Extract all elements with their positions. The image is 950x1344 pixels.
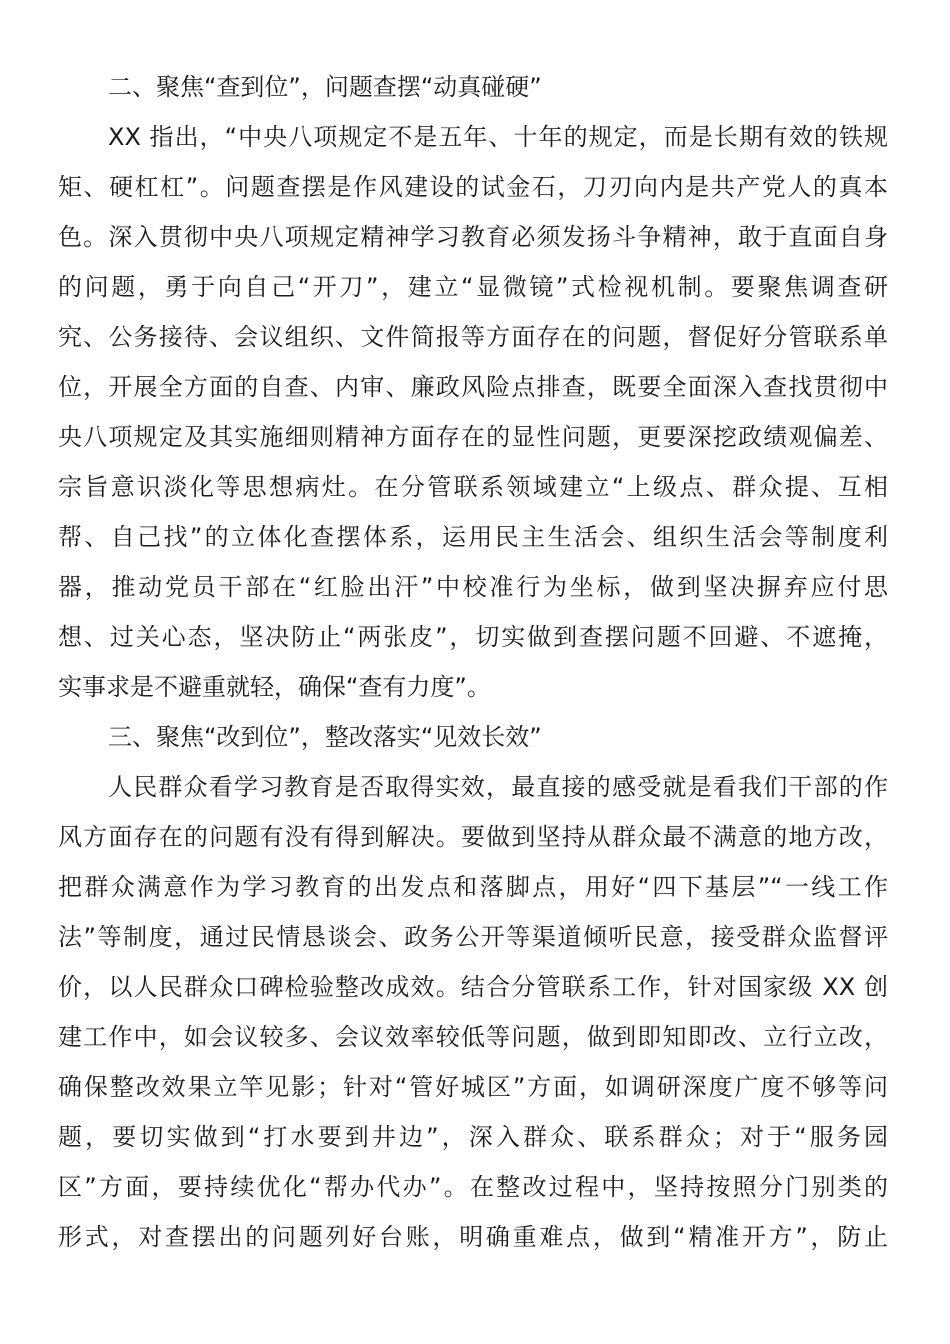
paragraph-line: XX 指出，“中央八项规定不是五年、十年的规定，而是长期有效的铁规 (108, 123, 888, 151)
section-heading: 三、聚焦“改到位”，整改落实“见效长效” (108, 723, 542, 751)
paragraph-line: 位，开展全方面的自查、内审、廉政风险点排查，既要全面深入查找贯彻中 (58, 373, 888, 401)
paragraph-line: 究、公务接待、会议组织、文件简报等方面存在的问题，督促好分管联系单 (58, 323, 888, 351)
paragraph-line: 把群众满意作为学习教育的出发点和落脚点，用好“四下基层”“一线工作 (58, 873, 888, 901)
paragraph-line: 价，以人民群众口碑检验整改成效。结合分管联系工作，针对国家级 XX 创 (58, 973, 888, 1001)
paragraph-line: 想、过关心态，坚决防止“两张皮”，切实做到查摆问题不回避、不遮掩， (58, 623, 888, 651)
paragraph-line: 矩、硬杠杠”。问题查摆是作风建设的试金石，刀刃向内是共产党人的真本 (58, 173, 888, 201)
paragraph-line: 宗旨意识淡化等思想病灶。在分管联系领域建立“上级点、群众提、互相 (58, 473, 888, 501)
paragraph-line: 实事求是不避重就轻，确保“查有力度”。 (58, 673, 491, 701)
paragraph-line: 法”等制度，通过民情恳谈会、政务公开等渠道倾听民意，接受群众监督评 (58, 923, 888, 951)
paragraph-line: 帮、自己找”的立体化查摆体系，运用民主生活会、组织生活会等制度利 (58, 523, 888, 551)
paragraph-line: 的问题，勇于向自己“开刀”，建立“显微镜”式检视机制。要聚焦调查研 (58, 273, 888, 301)
paragraph-line: 建工作中，如会议较多、会议效率较低等问题，做到即知即改、立行立改， (58, 1023, 888, 1051)
section-heading: 二、聚焦“查到位”，问题查摆“动真碰硬” (108, 73, 542, 101)
paragraph-line: 央八项规定及其实施细则精神方面存在的显性问题，更要深挖政绩观偏差、 (58, 423, 888, 451)
paragraph-line: 器，推动党员干部在“红脸出汗”中校准行为坐标，做到坚决摒弃应付思 (58, 573, 888, 601)
paragraph-line: 区”方面，要持续优化“帮办代办”。在整改过程中，坚持按照分门别类的 (58, 1173, 888, 1201)
paragraph-line: 题，要切实做到“打水要到井边”，深入群众、联系群众；对于“服务园 (58, 1123, 888, 1151)
paragraph-line: 色。深入贯彻中央八项规定精神学习教育必须发扬斗争精神，敢于直面自身 (58, 223, 888, 251)
paragraph-line: 确保整改效果立竿见影；针对“管好城区”方面，如调研深度广度不够等问 (58, 1073, 888, 1101)
paragraph-line: 风方面存在的问题有没有得到解决。要做到坚持从群众最不满意的地方改， (58, 823, 888, 851)
document-body (58, 62, 888, 1262)
paragraph-line: 人民群众看学习教育是否取得实效，最直接的感受就是看我们干部的作 (108, 773, 888, 801)
paragraph-line: 形式，对查摆出的问题列好台账，明确重难点，做到“精准开方”，防止 (58, 1223, 888, 1251)
